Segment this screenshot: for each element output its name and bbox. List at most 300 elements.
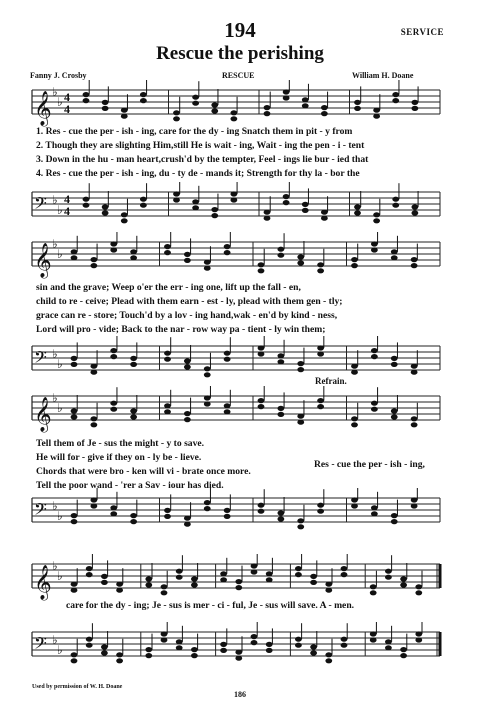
note-head bbox=[370, 584, 377, 589]
note-head bbox=[184, 252, 191, 257]
note-head bbox=[354, 210, 361, 215]
note-head bbox=[71, 249, 78, 254]
note-head bbox=[110, 407, 117, 412]
note-head bbox=[161, 584, 168, 589]
note-head bbox=[130, 356, 137, 361]
note-head bbox=[277, 253, 284, 258]
treble-staff-system-3 bbox=[0, 386, 480, 434]
note-head bbox=[83, 98, 90, 103]
note-head bbox=[90, 370, 97, 375]
note-head bbox=[415, 590, 422, 595]
note-head bbox=[116, 582, 123, 587]
refrain-lyric: Res - cue the per - ish - ing, bbox=[314, 459, 425, 470]
note-head bbox=[130, 362, 137, 367]
flat-sign-icon: ♭ bbox=[52, 499, 58, 513]
tune-name: RESCUE bbox=[222, 71, 255, 80]
note-head bbox=[295, 572, 302, 577]
note-head bbox=[391, 356, 398, 361]
note-head bbox=[392, 197, 399, 202]
note-head bbox=[130, 408, 137, 413]
note-head bbox=[110, 505, 117, 510]
note-head bbox=[351, 370, 358, 375]
note-head bbox=[310, 650, 317, 655]
note-head bbox=[321, 216, 328, 221]
note-head bbox=[191, 576, 198, 581]
note-head bbox=[411, 416, 418, 421]
note-head bbox=[258, 509, 265, 514]
flat-sign-icon: ♭ bbox=[52, 559, 58, 573]
note-head bbox=[411, 263, 418, 268]
note-head bbox=[204, 395, 211, 400]
note-head bbox=[310, 644, 317, 649]
note-head bbox=[71, 582, 78, 587]
lyric-line: child to re - ceive; Plead with them earn - est - ly, plead with them gen - tly; bbox=[36, 296, 343, 307]
note-head bbox=[71, 588, 78, 593]
note-head bbox=[373, 108, 380, 113]
note-head bbox=[385, 639, 392, 644]
note-head bbox=[86, 566, 93, 571]
time-signature: 4 bbox=[64, 102, 70, 116]
note-head bbox=[391, 519, 398, 524]
note-head bbox=[184, 258, 191, 263]
lyric-line: Tell the poor wand - 'rer a Sav - iour has died. bbox=[36, 480, 224, 491]
note-head bbox=[385, 575, 392, 580]
flat-sign-icon: ♭ bbox=[57, 643, 63, 657]
note-head bbox=[258, 503, 265, 508]
note-head bbox=[184, 358, 191, 363]
note-head bbox=[130, 255, 137, 260]
note-head bbox=[354, 204, 361, 209]
note-head bbox=[317, 509, 324, 514]
treble-staff-system-2 bbox=[0, 232, 480, 280]
note-head bbox=[354, 106, 361, 111]
note-head bbox=[373, 114, 380, 119]
note-head bbox=[251, 640, 258, 645]
note-head bbox=[164, 357, 171, 362]
note-head bbox=[283, 194, 290, 199]
bass-staff-system-1 bbox=[0, 182, 480, 230]
bass-clef-icon: 𝄢 bbox=[34, 633, 47, 657]
lyric-line: sin and the grave; Weep o'er the err - ing one, lift up the fall - en, bbox=[36, 282, 301, 293]
note-head bbox=[392, 203, 399, 208]
note-head bbox=[173, 197, 180, 202]
note-head bbox=[351, 257, 358, 262]
note-head bbox=[371, 354, 378, 359]
note-head bbox=[130, 519, 137, 524]
note-head bbox=[145, 576, 152, 581]
note-head bbox=[351, 364, 358, 369]
note-head bbox=[164, 403, 171, 408]
note-head bbox=[71, 658, 78, 663]
flat-sign-icon: ♭ bbox=[52, 633, 58, 647]
note-head bbox=[370, 631, 377, 636]
note-head bbox=[351, 422, 358, 427]
note-head bbox=[140, 92, 147, 97]
note-head bbox=[101, 650, 108, 655]
note-head bbox=[391, 414, 398, 419]
note-head bbox=[351, 503, 358, 508]
bass-staff-system-3 bbox=[0, 488, 480, 536]
note-head bbox=[224, 357, 231, 362]
note-head bbox=[224, 514, 231, 519]
bass-staff-system-2 bbox=[0, 336, 480, 384]
note-head bbox=[400, 653, 407, 658]
note-head bbox=[220, 571, 227, 576]
note-head bbox=[283, 95, 290, 100]
note-head bbox=[251, 569, 258, 574]
note-head bbox=[204, 506, 211, 511]
permission-note: Used by permission of W. H. Doane bbox=[32, 684, 123, 690]
note-head bbox=[224, 250, 231, 255]
note-head bbox=[164, 351, 171, 356]
note-head bbox=[204, 372, 211, 377]
lyric-line: 4. Res - cue the per - ish - ing, du - ty de - mands it; Strength for thy la - bor the bbox=[36, 168, 360, 179]
note-head bbox=[277, 412, 284, 417]
note-head bbox=[191, 647, 198, 652]
note-head bbox=[71, 362, 78, 367]
note-head bbox=[295, 566, 302, 571]
note-head bbox=[101, 644, 108, 649]
note-head bbox=[90, 497, 97, 502]
note-head bbox=[258, 262, 265, 267]
note-head bbox=[192, 101, 199, 106]
note-head bbox=[71, 356, 78, 361]
time-signature: 4 bbox=[64, 90, 70, 104]
note-head bbox=[90, 416, 97, 421]
note-head bbox=[161, 637, 168, 642]
note-head bbox=[415, 584, 422, 589]
note-head bbox=[161, 590, 168, 595]
note-head bbox=[371, 247, 378, 252]
note-head bbox=[184, 411, 191, 416]
note-head bbox=[102, 106, 109, 111]
note-head bbox=[264, 111, 271, 116]
note-head bbox=[224, 244, 231, 249]
flat-sign-icon: ♭ bbox=[52, 237, 58, 251]
note-head bbox=[370, 637, 377, 642]
note-head bbox=[411, 364, 418, 369]
note-head bbox=[351, 497, 358, 502]
note-head bbox=[164, 514, 171, 519]
flat-sign-icon: ♭ bbox=[57, 357, 63, 371]
note-head bbox=[411, 204, 418, 209]
note-head bbox=[191, 653, 198, 658]
note-head bbox=[102, 100, 109, 105]
note-head bbox=[211, 207, 218, 212]
treble-staff-system-4 bbox=[0, 554, 480, 602]
note-head bbox=[373, 212, 380, 217]
note-head bbox=[145, 647, 152, 652]
note-head bbox=[191, 582, 198, 587]
note-head bbox=[310, 580, 317, 585]
note-head bbox=[371, 505, 378, 510]
bass-clef-icon: 𝄢 bbox=[34, 347, 47, 371]
note-head bbox=[121, 212, 128, 217]
note-head bbox=[161, 631, 168, 636]
note-head bbox=[266, 577, 273, 582]
flat-sign-icon: ♭ bbox=[52, 347, 58, 361]
note-head bbox=[204, 260, 211, 265]
time-signature: 4 bbox=[64, 204, 70, 218]
note-head bbox=[235, 650, 242, 655]
note-head bbox=[277, 247, 284, 252]
note-head bbox=[116, 658, 123, 663]
note-head bbox=[83, 92, 90, 97]
note-head bbox=[258, 345, 265, 350]
note-head bbox=[90, 422, 97, 427]
note-head bbox=[176, 645, 183, 650]
note-head bbox=[321, 105, 328, 110]
bass-staff-system-4 bbox=[0, 622, 480, 670]
note-head bbox=[121, 114, 128, 119]
note-head bbox=[224, 403, 231, 408]
note-head bbox=[295, 637, 302, 642]
note-head bbox=[110, 511, 117, 516]
note-head bbox=[258, 398, 265, 403]
hymn-title: Rescue the perishing bbox=[156, 43, 324, 64]
note-head bbox=[121, 218, 128, 223]
note-head bbox=[310, 574, 317, 579]
treble-clef-icon: 𝄞 bbox=[34, 397, 52, 432]
note-head bbox=[302, 97, 309, 102]
note-head bbox=[392, 98, 399, 103]
note-head bbox=[297, 367, 304, 372]
note-head bbox=[164, 409, 171, 414]
note-head bbox=[110, 247, 117, 252]
treble-clef-icon: 𝄞 bbox=[34, 91, 52, 126]
note-head bbox=[204, 366, 211, 371]
note-head bbox=[220, 642, 227, 647]
refrain-label: Refrain. bbox=[315, 376, 347, 386]
note-head bbox=[321, 210, 328, 215]
note-head bbox=[266, 642, 273, 647]
lyric-line: Tell them of Je - sus the might - y to save. bbox=[36, 438, 205, 449]
note-head bbox=[277, 406, 284, 411]
note-head bbox=[192, 205, 199, 210]
flat-sign-icon: ♭ bbox=[57, 569, 63, 583]
flat-sign-icon: ♭ bbox=[57, 247, 63, 261]
flat-sign-icon: ♭ bbox=[57, 95, 63, 109]
note-head bbox=[173, 110, 180, 115]
note-head bbox=[184, 364, 191, 369]
note-head bbox=[90, 503, 97, 508]
note-head bbox=[220, 577, 227, 582]
note-head bbox=[266, 571, 273, 576]
flat-sign-icon: ♭ bbox=[57, 203, 63, 217]
note-head bbox=[400, 582, 407, 587]
note-head bbox=[71, 513, 78, 518]
note-head bbox=[145, 653, 152, 658]
treble-clef-icon: 𝄞 bbox=[34, 565, 52, 600]
note-head bbox=[297, 361, 304, 366]
note-head bbox=[317, 262, 324, 267]
note-head bbox=[411, 100, 418, 105]
note-head bbox=[297, 420, 304, 425]
note-head bbox=[392, 92, 399, 97]
note-head bbox=[317, 268, 324, 273]
note-head bbox=[71, 652, 78, 657]
note-head bbox=[121, 108, 128, 113]
note-head bbox=[176, 575, 183, 580]
note-head bbox=[110, 241, 117, 246]
note-head bbox=[184, 522, 191, 527]
note-head bbox=[86, 572, 93, 577]
note-head bbox=[235, 585, 242, 590]
note-head bbox=[295, 643, 302, 648]
note-head bbox=[235, 656, 242, 661]
note-head bbox=[192, 95, 199, 100]
note-head bbox=[176, 569, 183, 574]
note-head bbox=[230, 110, 237, 115]
note-head bbox=[411, 422, 418, 427]
note-head bbox=[164, 244, 171, 249]
note-head bbox=[176, 639, 183, 644]
note-head bbox=[297, 518, 304, 523]
note-head bbox=[90, 263, 97, 268]
lyric-line: care for the dy - ing; Je - sus is mer - ci - ful, Je - sus will save. A - men. bbox=[66, 600, 355, 611]
note-head bbox=[371, 511, 378, 516]
note-head bbox=[391, 408, 398, 413]
note-head bbox=[173, 116, 180, 121]
note-head bbox=[164, 250, 171, 255]
note-head bbox=[71, 408, 78, 413]
note-head bbox=[411, 210, 418, 215]
note-head bbox=[266, 648, 273, 653]
note-head bbox=[371, 401, 378, 406]
note-head bbox=[230, 191, 237, 196]
note-head bbox=[297, 524, 304, 529]
note-head bbox=[140, 197, 147, 202]
note-head bbox=[86, 643, 93, 648]
note-head bbox=[173, 191, 180, 196]
note-head bbox=[411, 106, 418, 111]
note-head bbox=[211, 108, 218, 113]
note-head bbox=[211, 213, 218, 218]
note-head bbox=[140, 98, 147, 103]
note-head bbox=[283, 200, 290, 205]
note-head bbox=[204, 266, 211, 271]
note-head bbox=[251, 563, 258, 568]
note-head bbox=[297, 260, 304, 265]
note-head bbox=[277, 510, 284, 515]
note-head bbox=[184, 417, 191, 422]
note-head bbox=[411, 497, 418, 502]
note-head bbox=[258, 404, 265, 409]
note-head bbox=[230, 197, 237, 202]
note-head bbox=[277, 359, 284, 364]
flat-sign-icon: ♭ bbox=[57, 509, 63, 523]
note-head bbox=[391, 255, 398, 260]
note-head bbox=[370, 590, 377, 595]
note-head bbox=[411, 503, 418, 508]
composer-credit: William H. Doane bbox=[352, 71, 414, 80]
note-head bbox=[101, 574, 108, 579]
flat-sign-icon: ♭ bbox=[57, 401, 63, 415]
note-head bbox=[235, 579, 242, 584]
note-head bbox=[317, 351, 324, 356]
note-head bbox=[325, 652, 332, 657]
lyric-line: 1. Res - cue the per - ish - ing, care for the dy - ing Snatch them in pit - y from bbox=[36, 126, 353, 137]
hymn-number: 194 bbox=[224, 18, 256, 42]
note-head bbox=[116, 652, 123, 657]
note-head bbox=[400, 647, 407, 652]
note-head bbox=[130, 249, 137, 254]
note-head bbox=[258, 268, 265, 273]
note-head bbox=[258, 351, 265, 356]
note-head bbox=[391, 249, 398, 254]
note-head bbox=[415, 637, 422, 642]
flat-sign-icon: ♭ bbox=[52, 391, 58, 405]
note-head bbox=[71, 255, 78, 260]
page-number: 186 bbox=[234, 690, 246, 699]
note-head bbox=[110, 354, 117, 359]
lyric-line: Lord will pro - vide; Back to the nar - row way pa - tient - ly win them; bbox=[36, 324, 326, 335]
note-head bbox=[371, 407, 378, 412]
note-head bbox=[116, 588, 123, 593]
note-head bbox=[297, 254, 304, 259]
note-head bbox=[251, 634, 258, 639]
note-head bbox=[204, 500, 211, 505]
note-head bbox=[341, 643, 348, 648]
note-head bbox=[90, 364, 97, 369]
treble-clef-icon: 𝄞 bbox=[34, 243, 52, 278]
note-head bbox=[264, 105, 271, 110]
note-head bbox=[101, 580, 108, 585]
note-head bbox=[411, 370, 418, 375]
note-head bbox=[102, 210, 109, 215]
note-head bbox=[354, 100, 361, 105]
author-credit: Fanny J. Crosby bbox=[30, 71, 87, 80]
note-head bbox=[110, 348, 117, 353]
note-head bbox=[317, 503, 324, 508]
note-head bbox=[371, 348, 378, 353]
note-head bbox=[411, 257, 418, 262]
note-head bbox=[400, 576, 407, 581]
note-head bbox=[391, 513, 398, 518]
note-head bbox=[90, 257, 97, 262]
lyric-line: Chords that were bro - ken will vi - brate once more. bbox=[36, 466, 251, 477]
note-head bbox=[373, 218, 380, 223]
note-head bbox=[317, 345, 324, 350]
note-head bbox=[341, 566, 348, 571]
note-head bbox=[224, 351, 231, 356]
note-head bbox=[317, 404, 324, 409]
note-head bbox=[204, 401, 211, 406]
note-head bbox=[385, 645, 392, 650]
section-label: SERVICE bbox=[400, 27, 444, 37]
lyric-line: 3. Down in the hu - man heart,crush'd by the tempter, Feel - ings lie bur - ied that bbox=[36, 154, 369, 165]
lyric-line: He will for - give if they on - ly be - lieve. bbox=[36, 452, 202, 463]
note-head bbox=[302, 208, 309, 213]
note-head bbox=[283, 89, 290, 94]
note-head bbox=[220, 648, 227, 653]
lyric-line: grace can re - store; Touch'd by a lov - ing hand,wak - en'd by kind - ness, bbox=[36, 310, 338, 321]
note-head bbox=[264, 210, 271, 215]
note-head bbox=[302, 202, 309, 207]
note-head bbox=[385, 569, 392, 574]
note-head bbox=[230, 116, 237, 121]
note-head bbox=[264, 216, 271, 221]
note-head bbox=[224, 409, 231, 414]
note-head bbox=[317, 398, 324, 403]
note-head bbox=[371, 241, 378, 246]
note-head bbox=[145, 582, 152, 587]
note-head bbox=[164, 508, 171, 513]
note-head bbox=[325, 658, 332, 663]
note-head bbox=[71, 414, 78, 419]
bass-clef-icon: 𝄢 bbox=[34, 193, 47, 217]
note-head bbox=[224, 508, 231, 513]
